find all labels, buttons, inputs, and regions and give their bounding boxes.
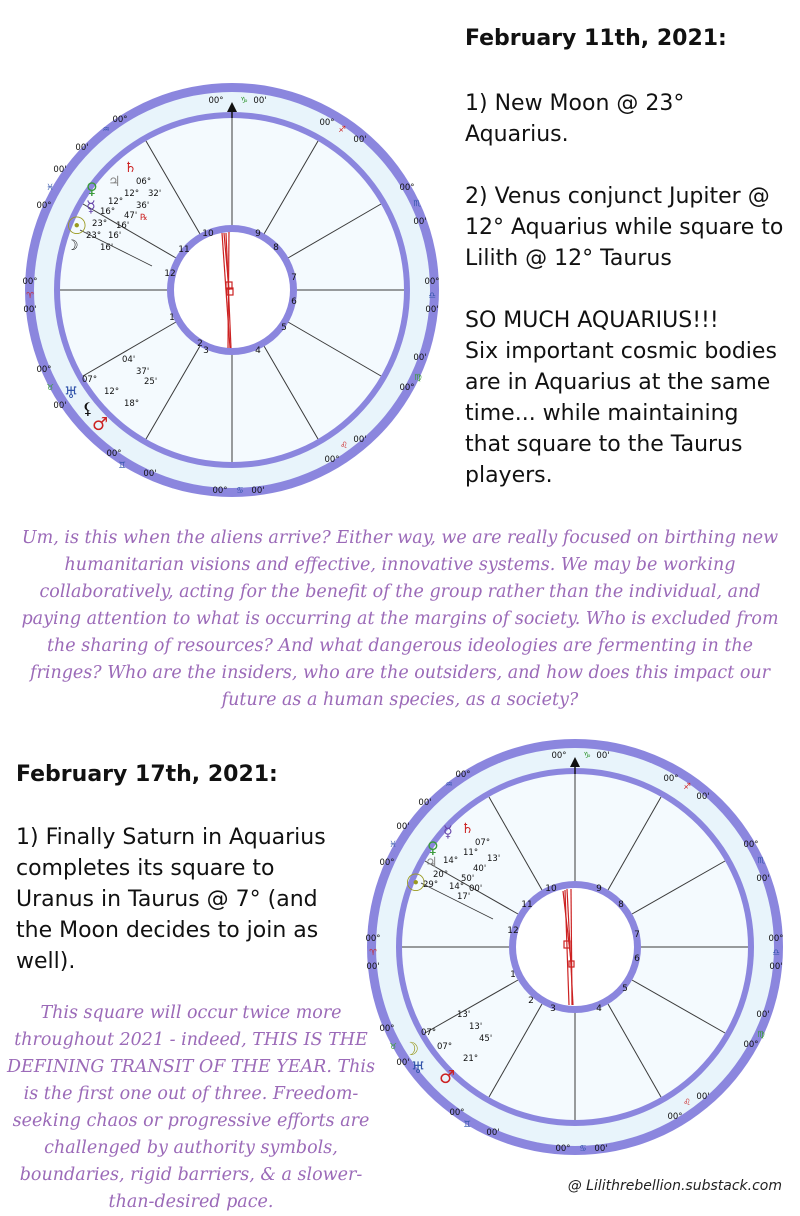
house-number-10: 10 — [545, 884, 557, 894]
cusp-label: 00° — [663, 774, 679, 784]
cusp-label: 00° — [319, 118, 335, 128]
capricorn-icon: ♑ — [240, 96, 248, 106]
minute-label: 00' — [253, 96, 267, 106]
aries-icon: ♈ — [26, 291, 34, 301]
house-number-9: 9 — [255, 229, 261, 239]
cusp-label: 00° — [36, 365, 52, 375]
credit-line: @ Lilithrebellion.substack.com — [567, 1178, 782, 1194]
cusp-label: 00° — [208, 96, 224, 106]
degree-label: 17' — [457, 892, 471, 902]
taurus-icon: ♉ — [389, 1042, 397, 1052]
mars-icon: ♂ — [92, 414, 109, 435]
minute-label: 00' — [596, 751, 610, 761]
minute-label: 00' — [418, 798, 432, 808]
feb-11-quote: Um, is this when the aliens arrive? Either way, we are really focused on birthing new humanitarian visions and effective, innovative systems. We may be working collaboratively, acting for the benefit of the group rather than the individual, and paying attention to what is occurring at the margins of society. Who is excluded from the sharing of resources? And what dangerous ideologies are fermenting in the fringes? Who are the insiders, who are the outsiders, and how does this impact our future as a human species, as a society? — [21, 528, 779, 710]
degree-label: 18° — [124, 399, 140, 409]
cusp-label: 00° — [449, 1108, 465, 1118]
jupiter-icon: ♃ — [425, 855, 438, 871]
house-number-6: 6 — [291, 297, 297, 307]
virgo-icon: ♍ — [757, 1030, 765, 1040]
retrograde-icon: ℞ — [140, 213, 148, 223]
aquarius-icon: ♒ — [445, 780, 453, 790]
minute-label: 16' — [100, 243, 114, 253]
degree-label: 12° — [124, 189, 140, 199]
gemini-icon: ♊ — [463, 1120, 471, 1130]
minute-label: 00' — [396, 822, 410, 832]
mercury-icon: ☿ — [443, 822, 453, 841]
house-number-5: 5 — [281, 323, 287, 333]
jupiter-icon: ♃ — [108, 174, 121, 190]
minute-label: 40' — [473, 864, 487, 874]
uranus-icon: ♅ — [411, 1058, 426, 1077]
saturn-icon: ♄ — [124, 160, 137, 176]
minute-label: 00' — [251, 486, 265, 496]
feb-11-point-1: 1) New Moon @ 23° Aquarius. — [465, 91, 685, 147]
venus-icon: ♀ — [86, 179, 98, 198]
aspect-center — [516, 888, 634, 1006]
minute-label: 00' — [143, 469, 157, 479]
leo-icon: ♌ — [340, 441, 348, 451]
minute-label: 47' — [124, 211, 138, 221]
mercury-icon: ☿ — [86, 197, 96, 216]
degree-label: 12° — [104, 387, 120, 397]
cusp-label: 00° — [667, 1112, 683, 1122]
minute-label: 45' — [479, 1034, 493, 1044]
degree-label: 12° — [108, 197, 124, 207]
house-number-11: 11 — [521, 900, 533, 910]
scorpio-icon: ♏ — [413, 199, 421, 209]
cusp-label: 00° — [768, 934, 784, 944]
feb-11-point-3 — [465, 305, 785, 491]
house-number-3: 3 — [203, 346, 209, 356]
house-number-7: 7 — [634, 930, 640, 940]
cusp-label: 00° — [743, 840, 759, 850]
degree-label: 23° — [92, 219, 108, 229]
minute-label: 00' — [756, 1010, 770, 1020]
cusp-label: 00° — [455, 770, 471, 780]
minute-label: 00' — [756, 874, 770, 884]
venus-icon: ♀ — [427, 838, 439, 857]
sagittarius-icon: ♐ — [338, 125, 346, 135]
feb-17-point-1: 1) Finally Saturn in Aquarius completes its square to Uranus in Taurus @ 7° (and the Moon decides to join as well). — [16, 825, 326, 974]
degree-label: 13' — [457, 1010, 471, 1020]
house-number-8: 8 — [273, 243, 279, 253]
cusp-label: 00° — [365, 934, 381, 944]
minute-label: 00' — [353, 435, 367, 445]
cusp-label: 00° — [324, 455, 340, 465]
moon-icon: ☽ — [66, 238, 79, 254]
sun-icon: ☉ — [405, 869, 427, 897]
saturn-icon: ♄ — [461, 821, 474, 837]
cusp-label: 00° — [22, 277, 38, 287]
date-heading-feb-11: February 11th, 2021: — [465, 26, 727, 51]
degree-label: 20° — [433, 870, 449, 880]
minute-label: 00' — [75, 143, 89, 153]
date-heading-feb-17: February 17th, 2021: — [16, 762, 278, 787]
natal-chart-feb-17 — [360, 725, 785, 1170]
degree-label: 14° — [443, 856, 459, 866]
house-number-4: 4 — [596, 1004, 602, 1014]
house-number-9: 9 — [596, 884, 602, 894]
cusp-label: 00° — [106, 449, 122, 459]
sun-icon: ☉ — [66, 212, 88, 240]
libra-icon: ♎ — [428, 291, 436, 301]
degree-label: 06° — [136, 177, 152, 187]
gemini-icon: ♊ — [118, 461, 126, 471]
degree-label: 11° — [463, 848, 479, 858]
minute-label: 00' — [396, 1058, 410, 1068]
taurus-icon: ♉ — [46, 383, 54, 393]
degree-label: 16° — [100, 207, 116, 217]
degree-label: 07° — [437, 1042, 453, 1052]
degree-label: 23° — [86, 231, 102, 241]
house-number-10: 10 — [202, 229, 214, 239]
house-number-6: 6 — [634, 954, 640, 964]
house-number-4: 4 — [255, 346, 261, 356]
cusp-label: 00° — [743, 1040, 759, 1050]
degree-label: 29° — [423, 880, 439, 890]
minute-label: 00' — [769, 962, 783, 972]
minute-label: 00' — [366, 962, 380, 972]
natal-chart-feb-11 — [22, 60, 442, 500]
minute-label: 00' — [413, 353, 427, 363]
cusp-label: 00° — [112, 115, 128, 125]
feb-17-points — [16, 822, 341, 977]
house-number-2: 2 — [197, 339, 203, 349]
mars-icon: ♂ — [439, 1067, 456, 1088]
minute-label: 13' — [469, 1022, 483, 1032]
minute-label: 36' — [136, 201, 150, 211]
minute-label: 00' — [23, 305, 37, 315]
cancer-icon: ♋ — [236, 486, 244, 496]
cusp-label: 00° — [379, 1024, 395, 1034]
house-number-1: 1 — [510, 970, 516, 980]
minute-label: 00' — [53, 401, 67, 411]
house-number-8: 8 — [618, 900, 624, 910]
pisces-icon: ♓ — [46, 183, 54, 193]
house-number-12: 12 — [507, 926, 519, 936]
degree-label: 07° — [421, 1028, 437, 1038]
cusp-label: 00° — [399, 183, 415, 193]
house-number-1: 1 — [169, 313, 175, 323]
house-number-12: 12 — [164, 269, 176, 279]
libra-icon: ♎ — [772, 948, 780, 958]
degree-label: 07° — [82, 375, 98, 385]
minute-label: 00' — [353, 135, 367, 145]
cancer-icon: ♋ — [579, 1144, 587, 1154]
minute-label: 37' — [136, 367, 150, 377]
cusp-label: 00° — [36, 201, 52, 211]
minute-label: 00' — [696, 1092, 710, 1102]
cusp-label: 00° — [212, 486, 228, 496]
aries-icon: ♈ — [369, 948, 377, 958]
minute-label: 50' — [461, 874, 475, 884]
degree-label: 07° — [475, 838, 491, 848]
minute-label: 16' — [116, 221, 130, 231]
cusp-label: 00° — [555, 1144, 571, 1154]
feb-11-point-3-body: Six important cosmic bodies are in Aquarius at the same time... while maintaining that square to the Taurus players. — [465, 339, 777, 488]
minute-label: 00' — [469, 884, 483, 894]
degree-label: 14° — [449, 882, 465, 892]
minute-label: 00' — [53, 165, 67, 175]
feb-11-point-3-title: SO MUCH AQUARIUS!!! — [465, 308, 719, 333]
minute-label: 00' — [486, 1128, 500, 1138]
minute-label: 16' — [108, 231, 122, 241]
capricorn-icon: ♑ — [583, 751, 591, 761]
house-number-3: 3 — [550, 1004, 556, 1014]
moon-icon: ☽ — [403, 1039, 420, 1060]
uranus-icon: ♅ — [64, 383, 79, 402]
minute-label: 25' — [144, 377, 158, 387]
minute-label: 00' — [594, 1144, 608, 1154]
sagittarius-icon: ♐ — [683, 782, 691, 792]
house-number-7: 7 — [291, 273, 297, 283]
pisces-icon: ♓ — [389, 840, 397, 850]
degree-label: 21° — [463, 1054, 479, 1064]
cusp-label: 00° — [379, 858, 395, 868]
house-number-11: 11 — [178, 245, 190, 255]
minute-label: 00' — [413, 217, 427, 227]
virgo-icon: ♍ — [414, 373, 422, 383]
scorpio-icon: ♏ — [757, 856, 765, 866]
cusp-label: 00° — [424, 277, 440, 287]
feb-11-points — [465, 88, 785, 491]
leo-icon: ♌ — [683, 1098, 691, 1108]
degree-label: 04' — [122, 355, 136, 365]
minute-label: 00' — [425, 305, 439, 315]
feb-11-point-2: 2) Venus conjunct Jupiter @ 12° Aquarius while square to Lilith @ 12° Taurus — [465, 184, 784, 271]
lilith-icon: ⚸ — [82, 399, 94, 418]
house-number-2: 2 — [528, 996, 534, 1006]
minute-label: 00' — [696, 792, 710, 802]
feb-17-quote: This square will occur twice more throughout 2021 - indeed, THIS IS THE DEFINING TRANSIT OF THE YEAR. This is the first one out of three. Freedom-seeking chaos or progressive efforts are challenged by authority symbols, boundaries, rigid barriers, & a slower-than-desired pace. — [7, 1003, 375, 1212]
minute-label: 32' — [148, 189, 162, 199]
aquarius-icon: ♒ — [102, 125, 110, 135]
cusp-label: 00° — [399, 383, 415, 393]
cusp-label: 00° — [551, 751, 567, 761]
house-number-5: 5 — [622, 984, 628, 994]
minute-label: 13' — [487, 854, 501, 864]
